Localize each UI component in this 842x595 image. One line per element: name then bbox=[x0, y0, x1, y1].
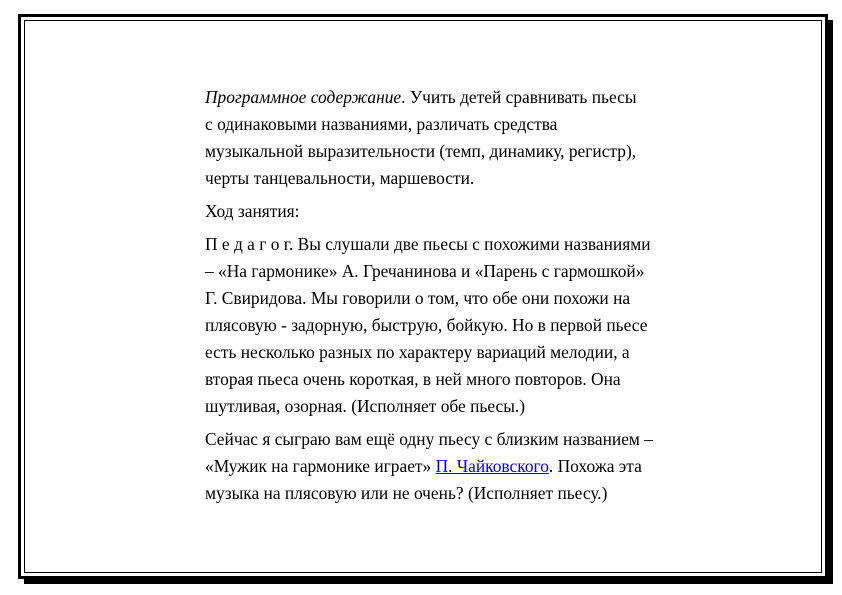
paragraph4-line2-end: . Похожа эта bbox=[548, 456, 642, 476]
paragraph1-line4: черты танцевальности, маршевости. bbox=[205, 168, 475, 188]
document-body bbox=[205, 84, 725, 513]
paragraph-teacher-speech bbox=[205, 231, 725, 420]
paragraph-program-content bbox=[205, 84, 725, 192]
paragraph1-line1: . Учить детей сравнивать пьесы bbox=[401, 87, 637, 107]
lesson-heading: Ход занятия: bbox=[205, 201, 300, 221]
paragraph3-line5: есть несколько разных по характеру вариаций мелодии, а bbox=[205, 342, 630, 362]
paragraph3-line7: шутливая, озорная. (Исполняет обе пьесы.) bbox=[205, 396, 526, 416]
paragraph3-line1: П е д а г о г. Вы слушали две пьесы с похожими названиями bbox=[205, 234, 651, 254]
paragraph-lesson-heading bbox=[205, 198, 725, 225]
program-content-lead: Программное содержание bbox=[205, 87, 402, 107]
paragraph3-line4: плясовую - задорную, быструю, бойкую. Но в первой пьесе bbox=[205, 315, 648, 335]
frame-shadow-bottom bbox=[24, 579, 833, 584]
paragraph3-line6: вторая пьеса очень короткая, в ней много повторов. Она bbox=[205, 369, 621, 389]
paragraph4-line1: Сейчас я сыграю вам ещё одну пьесу с близким названием – bbox=[205, 429, 653, 449]
tchaikovsky-link[interactable]: П. Чайковского bbox=[435, 456, 549, 476]
paragraph1-line2: с одинаковыми названиями, различать средства bbox=[205, 114, 558, 134]
paragraph-next-piece bbox=[205, 426, 725, 507]
paragraph4-line2-start: «Мужик на гармонике играет» bbox=[205, 456, 436, 476]
paragraph3-line3: Г. Свиридова. Мы говорили о том, что обе они похожи на bbox=[205, 288, 631, 308]
paragraph3-line2: – «На гармонике» А. Гречанинова и «Парень с гармошкой» bbox=[205, 261, 645, 281]
paragraph4-line3: музыка на плясовую или не очень? (Исполняет пьесу.) bbox=[205, 483, 608, 503]
paragraph1-line3: музыкальной выразительности (темп, динамику, регистр), bbox=[205, 141, 637, 161]
frame-shadow-right bbox=[828, 20, 833, 584]
